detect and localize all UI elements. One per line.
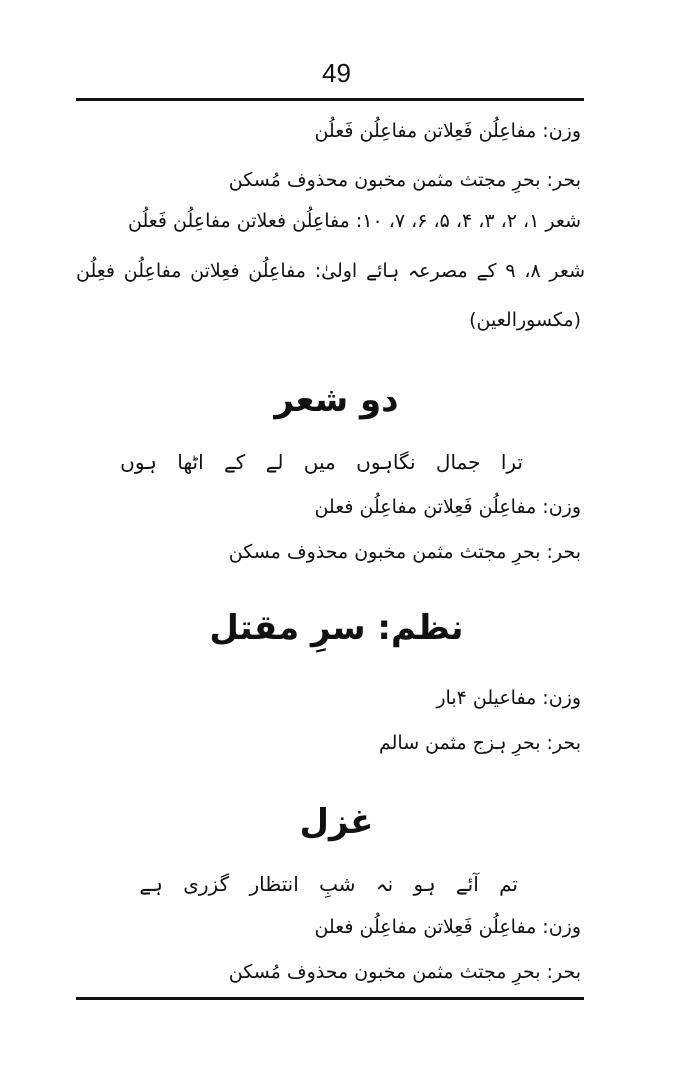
section-heading-ghazal: غزل: [299, 802, 374, 842]
behr-line: بحر: بحرِ مجتث مثمن مخبون محذوف مُسکن: [228, 169, 581, 191]
wazn-line: وزن: مفاعیلن ۴بار: [436, 687, 581, 709]
wazn-line: وزن: مفاعِلُن فَعِلاتن مفاعِلُن فعلن: [314, 916, 581, 938]
top-rule: [76, 98, 584, 101]
section-heading-nazm: نظم: سرِ مقتل: [209, 608, 464, 648]
sher-meter-line: شعر ۱، ۲، ۳، ۴، ۵، ۶، ۷، ۱۰: مفاعِلُن فعلاتن مفاعِلُن فَعلُن: [128, 210, 581, 232]
verse-line: تم آئے ہو نہ شبِ انتظار گزری ہے: [139, 872, 518, 896]
behr-line: بحر: بحرِ ہزج مثمن سالم: [378, 732, 581, 754]
section-heading-do-sher: دو شعر: [274, 380, 399, 420]
bottom-rule: [76, 997, 584, 1000]
meter-note: (مکسورالعین): [469, 309, 581, 331]
sher-meter-line-2: شعر ۸، ۹ کے مصرعہ ہائے اولیٰ: مفاعِلُن فعِلاتن مفاعِلُن فعِلُن: [76, 260, 585, 282]
wazn-line: وزن: مفاعِلُن فَعِلاتن مفاعِلُن فعلن: [314, 496, 581, 518]
behr-line: بحر: بحرِ مجتث مثمن مخبون محذوف مسکن: [228, 541, 581, 563]
wazn-line: وزن: مفاعِلُن فَعِلاتن مفاعِلُن فَعلُن: [314, 120, 581, 142]
verse-line: ترا جمال نگاہوں میں لے کے اٹھا ہوں: [120, 450, 523, 474]
behr-line: بحر: بحرِ مجتث مثمن مخبون محذوف مُسکن: [228, 961, 581, 983]
page-number: 49: [322, 58, 351, 88]
